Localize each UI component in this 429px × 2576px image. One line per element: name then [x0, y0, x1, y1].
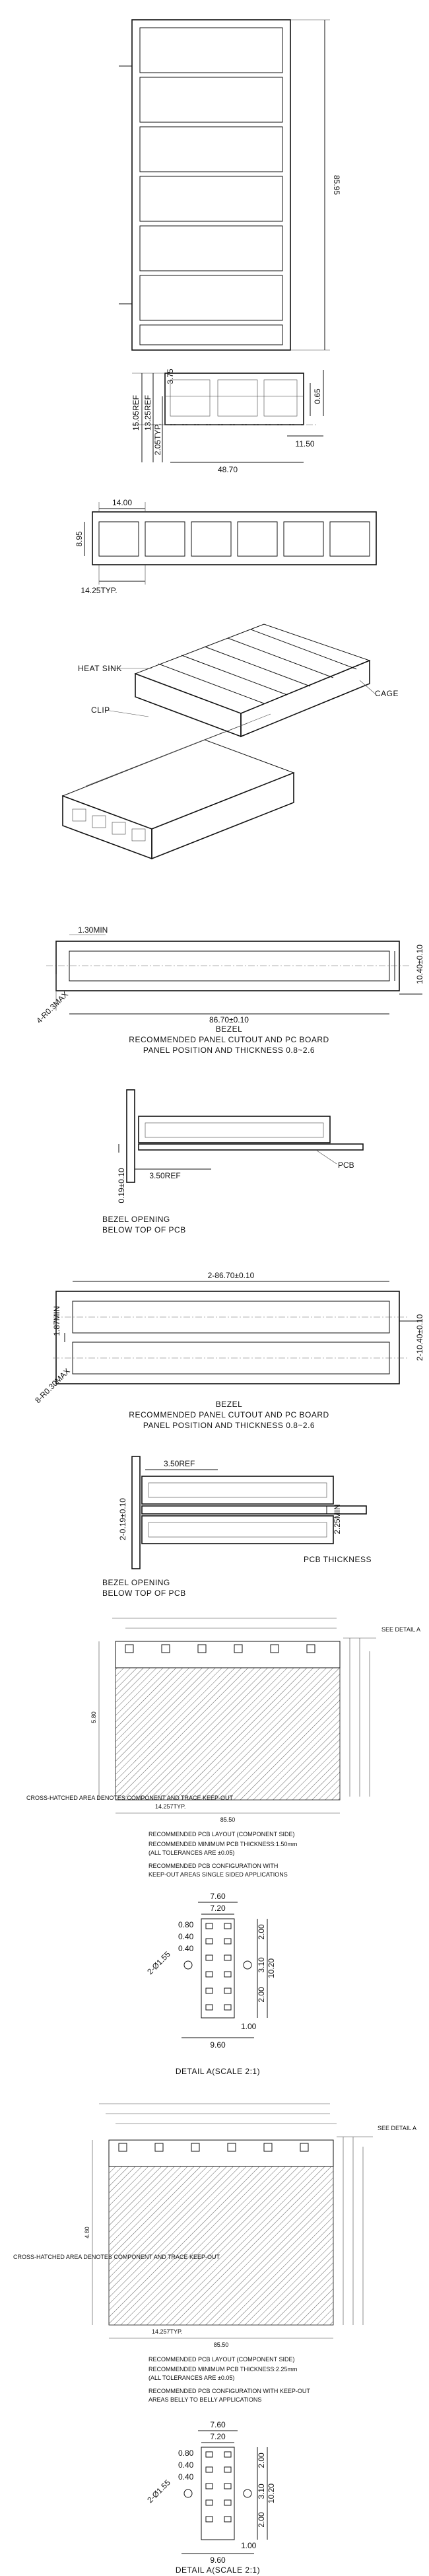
- detail1-dim-a: 0.80: [178, 1920, 194, 1929]
- bezel2-corner: 8-R0.30MAX: [33, 1366, 72, 1406]
- section2-ref-dim: 3.50REF: [164, 1459, 195, 1468]
- side-view-dim-d7: 2.05TYP.: [153, 423, 162, 456]
- detail2-bottom-dim: 9.60: [210, 2556, 226, 2565]
- pcb2-pitch-dim: 14.257TYP.: [152, 2328, 183, 2335]
- front-view-dim-d1: 14.00: [112, 498, 133, 507]
- detail2-dim-h: 1.00: [241, 2541, 257, 2550]
- pcb2-see-detail: SEE DETAIL A: [378, 2125, 417, 2131]
- detail2-dim-f: 2.00: [257, 2512, 266, 2528]
- pcb1-caption-line4: RECOMMENDED PCB CONFIGURATION WITH: [148, 1863, 279, 1869]
- detail-a-1: [145, 1892, 276, 2076]
- bezel-section-2: [102, 1456, 372, 1598]
- top-view-ports: [140, 28, 282, 345]
- pcb2-caption-line1: RECOMMENDED PCB LAYOUT (COMPONENT SIDE): [148, 2356, 295, 2363]
- side-view-dim-d5: 15.05REF: [131, 394, 141, 431]
- pcb2-caption-line2: RECOMMENDED MINIMUM PCB THICKNESS:2.25mm: [148, 2366, 298, 2373]
- bezel2-min-gap: 1.87MIN: [52, 1306, 61, 1336]
- pcb1-see-detail: SEE DETAIL A: [381, 1626, 421, 1633]
- section2-caption-line2: BELOW TOP OF PCB: [102, 1589, 186, 1598]
- bezel1-caption-line1: RECOMMENDED PANEL CUTOUT AND PC BOARD: [129, 1035, 329, 1044]
- side-view-dim-d2: 0.65: [313, 388, 322, 404]
- detail1-bottom-dim: 9.60: [210, 2040, 226, 2050]
- bezel1-height: 10.40±0.10: [415, 945, 424, 984]
- detail2-dim-g: 10.20: [267, 2483, 276, 2504]
- pcb1-pitch-dim: 14.257TYP.: [155, 1803, 186, 1810]
- pcb2-caption-line5: AREAS BELLY TO BELLY APPLICATIONS: [148, 2396, 262, 2403]
- bezel-cutout-2: [33, 1271, 424, 1430]
- side-view: [131, 369, 323, 474]
- clip-callout: [91, 705, 148, 717]
- front-view-dim-d2: 8.95: [75, 531, 84, 547]
- detail1-dim-g: 10.20: [267, 1958, 276, 1979]
- detail1-top-dim: 7.60: [210, 1892, 226, 1901]
- pcb1-width-dim: 85.50: [220, 1816, 236, 1823]
- bezel-cutout-1: [34, 925, 424, 1055]
- detail1-dim-b: 0.40: [178, 1932, 194, 1941]
- top-view-height-dim: 85.95: [332, 174, 341, 196]
- front-view-dim-d3: 14.25TYP.: [81, 586, 117, 595]
- bezel2-caption-line2: PANEL POSITION AND THICKNESS 0.8~2.6: [143, 1421, 315, 1430]
- detail2-hole-dim: 2-Ø1.55: [145, 2478, 172, 2505]
- detail1-dim-c: 0.40: [178, 1944, 194, 1953]
- bezel1-caption-line2: PANEL POSITION AND THICKNESS 0.8~2.6: [143, 1046, 315, 1055]
- side-view-dim-d3: 11.50: [295, 439, 315, 448]
- detail1-dim-e: 3.10: [257, 1957, 266, 1973]
- pcb-layout-1: [26, 1618, 420, 1878]
- pcb1-caption-line3: (ALL TOLERANCES ARE ±0.05): [148, 1849, 235, 1856]
- bezel2-height: 2-10.40±0.10: [415, 1314, 424, 1361]
- cage-callout: [360, 680, 399, 698]
- bezel2-width: 2-86.70±0.10: [207, 1271, 255, 1280]
- section2-pcb-dim: 2.25MIN: [333, 1504, 342, 1534]
- pcb2-width-dim: 85.50: [213, 2342, 229, 2348]
- detail1-caption: DETAIL A(SCALE 2:1): [175, 2067, 261, 2076]
- top-view: [119, 20, 341, 350]
- bezel1-label: BEZEL: [215, 1024, 243, 1034]
- detail1-hole-dim: 2-Ø1.55: [145, 1949, 172, 1977]
- section1-pcb-label: PCB: [338, 1161, 354, 1170]
- detail2-dim-b: 0.40: [178, 2460, 194, 2470]
- detail2-dim-d: 2.00: [257, 2452, 266, 2468]
- section1-caption-line2: BELOW TOP OF PCB: [102, 1225, 186, 1234]
- pcb-layout-2: [13, 2104, 416, 2403]
- detail1-dim-d: 2.00: [257, 1924, 266, 1940]
- pcb2-hatch-note: CROSS-HATCHED AREA DENOTES COMPONENT AND TRACE KEEP-OUT: [13, 2254, 220, 2260]
- pcb1-caption-line1: RECOMMENDED PCB LAYOUT (COMPONENT SIDE): [148, 1831, 295, 1838]
- detail2-dim-c: 0.40: [178, 2472, 194, 2482]
- front-view: [75, 498, 376, 595]
- section2-caption-line1: BEZEL OPENING: [102, 1578, 170, 1587]
- pcb1-caption-line2: RECOMMENDED MINIMUM PCB THICKNESS:1.50mm: [148, 1841, 298, 1847]
- pcb1-hatch-note: CROSS-HATCHED AREA DENOTES COMPONENT AND TRACE KEEP-OUT: [26, 1795, 234, 1801]
- pcb2-caption-line3: (ALL TOLERANCES ARE ±0.05): [148, 2375, 235, 2381]
- section2-pcb-thickness: PCB THICKNESS: [304, 1555, 372, 1564]
- pcb2-side-dim: 4.80: [84, 2227, 90, 2238]
- heat-sink-label: HEAT SINK: [78, 664, 122, 673]
- cage-label: CAGE: [375, 689, 399, 698]
- detail2-top2-dim: 7.20: [210, 2432, 226, 2441]
- pcb2-caption-line4: RECOMMENDED PCB CONFIGURATION WITH KEEP-OUT: [148, 2388, 310, 2394]
- side-view-dim-d4: 48.70: [217, 465, 238, 474]
- front-view-ports: [99, 522, 370, 556]
- clip-label: CLIP: [91, 705, 110, 715]
- detail-a-2: [145, 2420, 276, 2575]
- pcb1-caption-line5: KEEP-OUT AREAS SINGLE SIDED APPLICATIONS: [148, 1871, 288, 1878]
- detail2-caption: DETAIL A(SCALE 2:1): [175, 2565, 261, 2575]
- detail1-top2-dim: 7.20: [210, 1904, 226, 1913]
- exploded-view: [78, 624, 399, 736]
- section1-caption-line1: BEZEL OPENING: [102, 1215, 170, 1224]
- pcb1-side-dim: 5.80: [90, 1711, 97, 1723]
- section1-ref-dim: 3.50REF: [149, 1171, 181, 1180]
- bezel2-label: BEZEL: [215, 1400, 243, 1409]
- assembled-iso-view: [63, 714, 294, 859]
- side-view-dim-d1: 3.75: [166, 369, 175, 384]
- detail2-dim-e: 3.10: [257, 2484, 266, 2499]
- section2-drop-dim: 2-0.19±0.10: [118, 1498, 127, 1540]
- side-view-dim-d6: 13.25REF: [143, 394, 152, 431]
- section1-drop-dim: 0.19±0.10: [117, 1168, 126, 1203]
- bezel1-width: 86.70±0.10: [209, 1015, 249, 1024]
- bezel2-caption-line1: RECOMMENDED PANEL CUTOUT AND PC BOARD: [129, 1410, 329, 1419]
- bezel1-corner: 4-R0.3MAX: [34, 989, 70, 1026]
- detail1-dim-f: 2.00: [257, 1987, 266, 2003]
- detail2-top-dim: 7.60: [210, 2420, 226, 2429]
- detail1-dim-h: 1.00: [241, 2022, 257, 2031]
- bezel1-min-gap: 1.30MIN: [78, 925, 108, 935]
- detail2-dim-a: 0.80: [178, 2449, 194, 2458]
- bezel-section-1: [102, 1090, 363, 1234]
